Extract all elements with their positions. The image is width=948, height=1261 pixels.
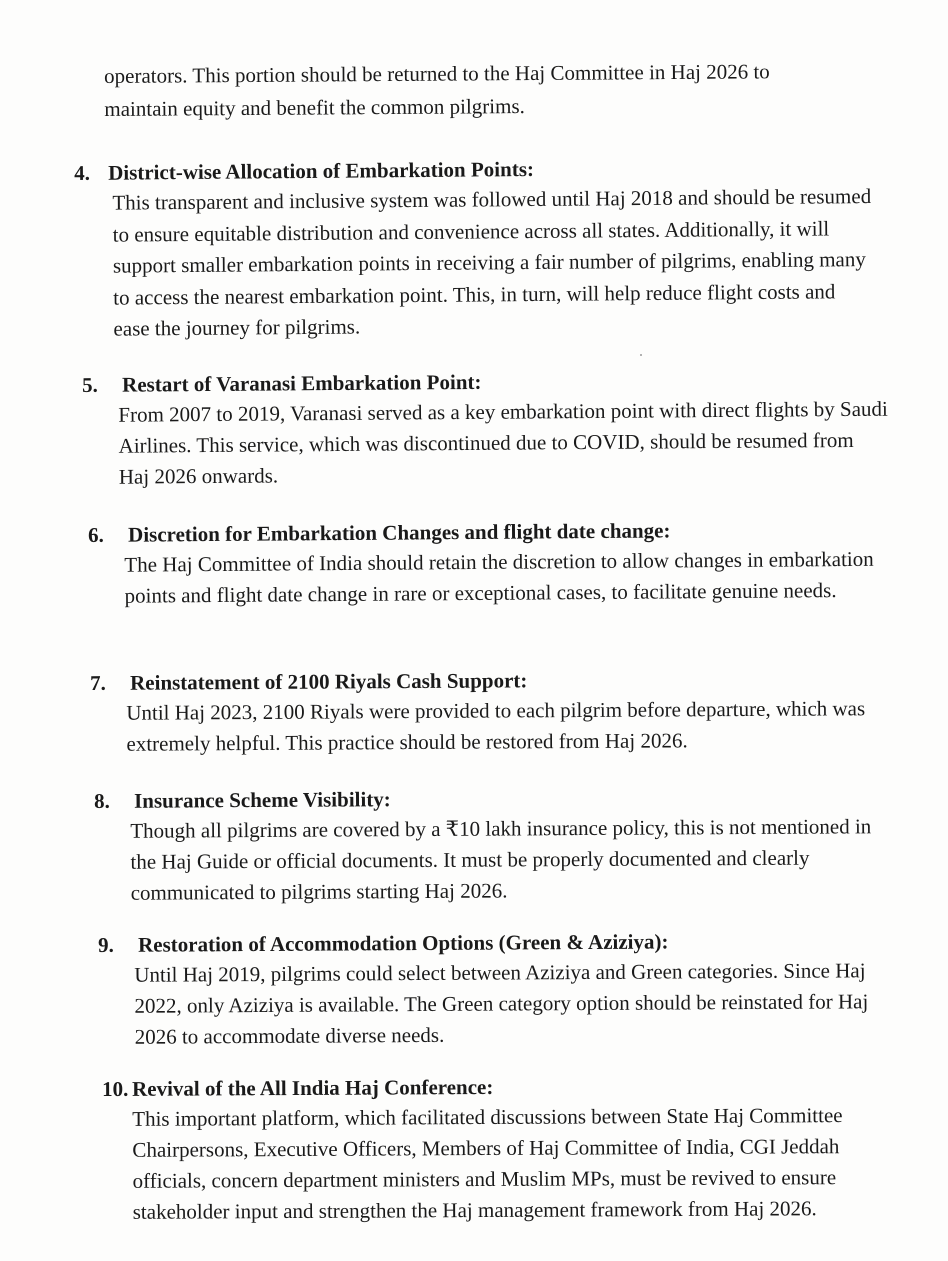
item-number: 7. — [90, 670, 106, 695]
list-item-8 — [94, 781, 874, 905]
item-body: Until Haj 2019, pilgrims could select between Aziziya and Green categories. Since Haj 2022, only Aziziya is available. The Green category option should be reinstated for Haj 2026 to accommodate diverse needs. — [134, 958, 869, 1049]
item-body: Until Haj 2023, 2100 Riyals were provided to each pilgrim before departure, which was extremely helpful. This practice should be restored from Haj 2026. — [126, 696, 866, 756]
item-body: From 2007 to 2019, Varanasi served as a key embarkation point with direct flights by Saudi Airlines. This service, which was discontinued due to COVID, should be resumed from Haj 2026 onwards. — [118, 396, 888, 489]
item-body: This transparent and inclusive system was followed until Haj 2018 and should be resumed to ensure equitable distribution and convenience across all states. Additionally, it will support smaller embarkation points in receiving a fair number of pilgrims, enabling many to access the nearest embarkation point. This, in turn, will help reduce flight costs and ease the journey for pilgrims. — [112, 184, 872, 341]
item-heading: Restoration of Accommodation Options (Green & Aziziya): — [138, 929, 669, 957]
item-number: 6. — [88, 522, 104, 547]
intro-paragraph: operators. This portion should be returned to the Haj Committee in Haj 2026 to maintain equity and benefit the common pilgrims. — [104, 59, 770, 121]
item-number: 5. — [82, 372, 98, 397]
list-item-4 — [74, 151, 872, 341]
item-heading: Insurance Scheme Visibility: — [134, 787, 391, 813]
list-item-5 — [82, 364, 888, 489]
item-heading: Restart of Varanasi Embarkation Point: — [122, 369, 482, 397]
item-body: The Haj Committee of India should retain the discretion to allow changes in embarkation points and flight date change in rare or exceptional cases, to facilitate genuine needs. — [124, 546, 874, 608]
item-body: Though all pilgrims are covered by a ₹10 lakh insurance policy, this is not mentioned in the Haj Guide or official documents. It must be properly documented and clearly communicated to pilgrims starting Haj 2026. — [130, 814, 872, 905]
item-body: This important platform, which facilitated discussions between State Haj Committee Chairpersons, Executive Officers, Members of Haj Committee of India, CGI Jeddah officials, concern department ministers and Muslim MPs, must be revived to ensure stakeholder input and strengthen the Haj management framework from Haj 2026. — [132, 1103, 843, 1224]
item-heading: Discretion for Embarkation Changes and flight date change: — [128, 518, 671, 547]
item-number: 10. — [102, 1076, 129, 1101]
list-item-6 — [88, 514, 874, 608]
item-heading: Reinstatement of 2100 Riyals Cash Support: — [130, 668, 528, 695]
item-heading: District-wise Allocation of Embarkation Points: — [108, 156, 535, 185]
list-item-7 — [90, 663, 870, 756]
list-item-9 — [98, 925, 878, 1049]
list-item-10 — [102, 1070, 882, 1224]
item-number: 9. — [98, 932, 114, 957]
scan-speck — [640, 354, 642, 356]
item-number: 4. — [74, 160, 90, 185]
item-heading: Revival of the All India Haj Conference: — [132, 1074, 494, 1101]
item-number: 8. — [94, 788, 110, 813]
